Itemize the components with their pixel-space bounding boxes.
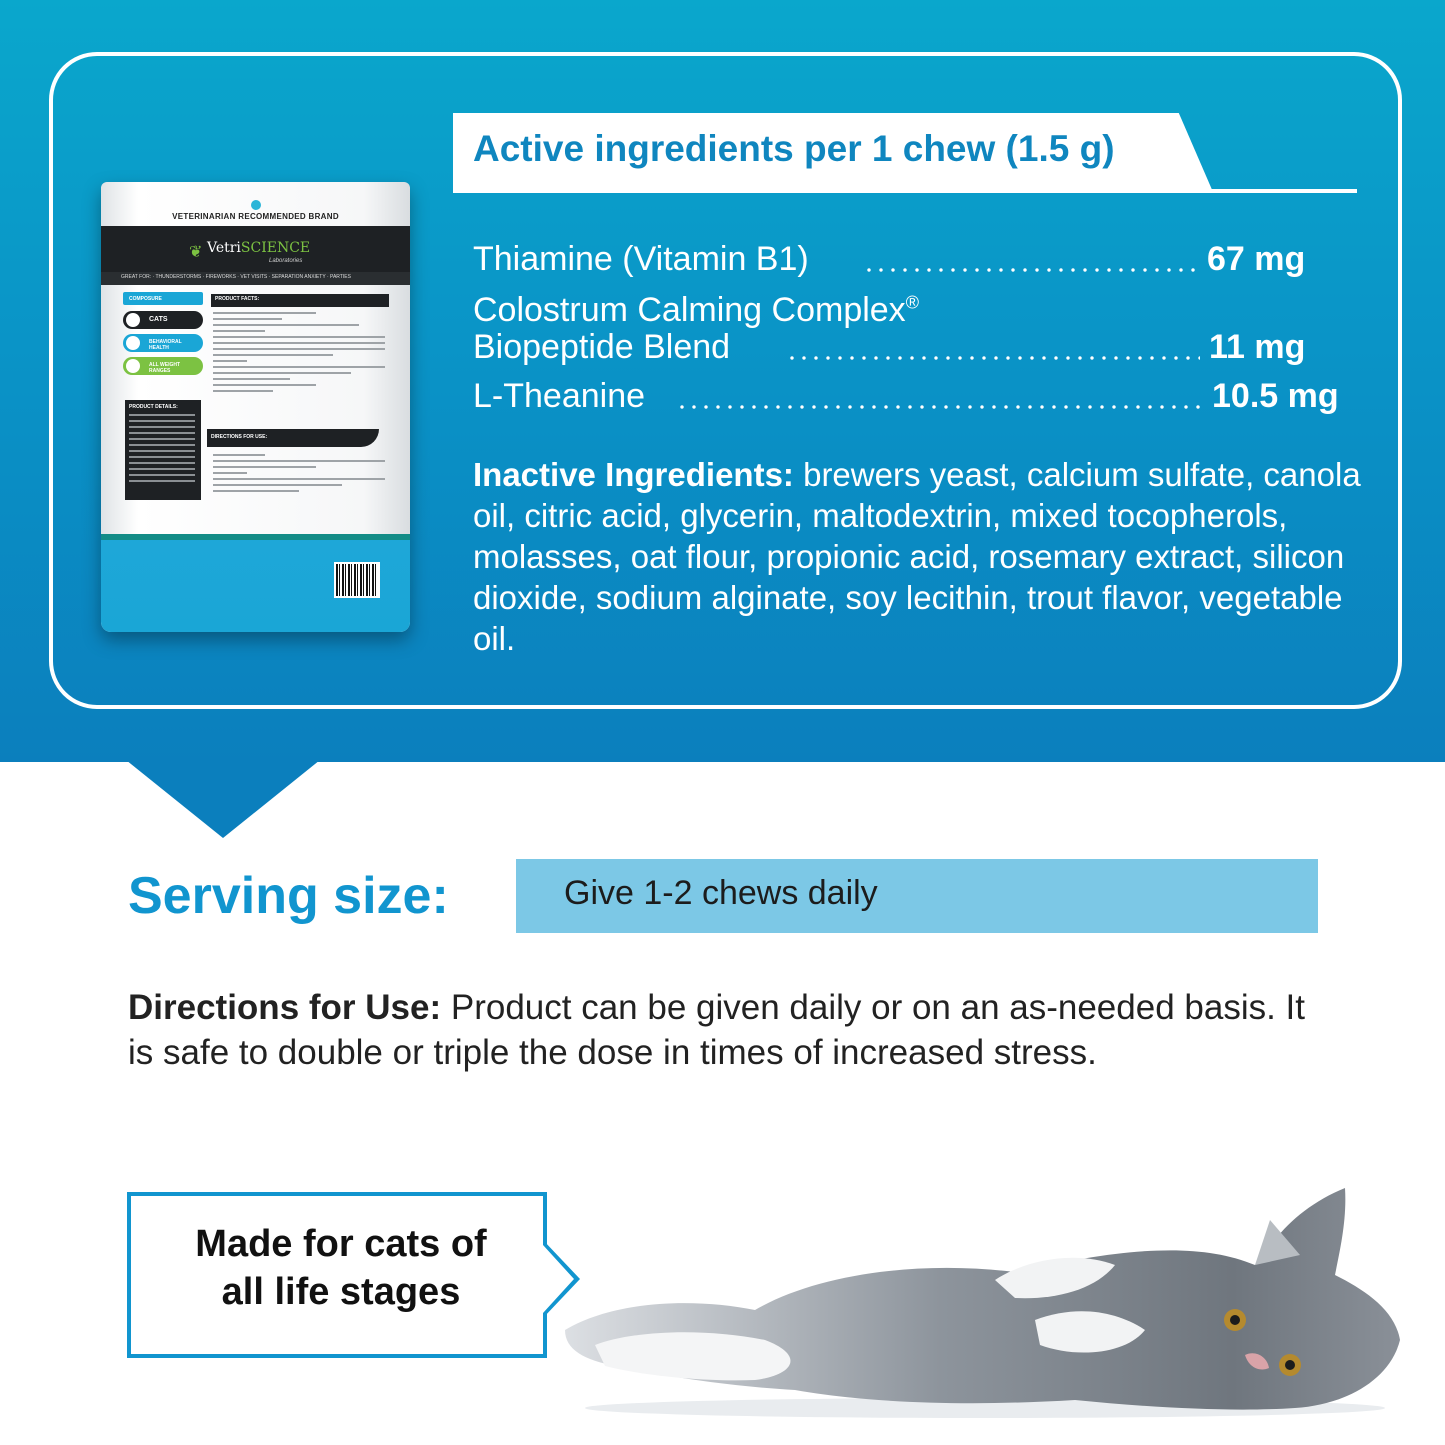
kitten-image bbox=[555, 1180, 1415, 1430]
ingredient-colostrum-name-line1 bbox=[473, 291, 919, 330]
bag-species-badge: CATS bbox=[123, 311, 203, 329]
bag-details-title: PRODUCT DETAILS: bbox=[129, 404, 178, 410]
life-stages-line2: all life stages bbox=[221, 1271, 461, 1313]
bag-facts-lines bbox=[213, 312, 385, 396]
ingredient-colostrum-name: Colostrum Calming Complex bbox=[473, 291, 906, 329]
ingredient-colostrum-leader bbox=[786, 356, 1200, 360]
life-stages-line1: Made for cats of bbox=[195, 1223, 487, 1265]
registered-mark: ® bbox=[905, 292, 919, 313]
bag-details-lines bbox=[129, 414, 195, 486]
bag-recommended-text: VETERINARIAN RECOMMENDED BRAND bbox=[172, 212, 339, 221]
bag-weight-badge: ALL WEIGHT RANGES bbox=[123, 357, 203, 375]
ingredient-colostrum-name-line2: Biopeptide Blend bbox=[473, 328, 731, 366]
active-ingredients-divider bbox=[453, 189, 1357, 193]
bag-directions-title: DIRECTIONS FOR USE: bbox=[211, 434, 268, 440]
directions-for-use bbox=[128, 985, 1308, 1075]
bag-brand-suffix: SCIENCE bbox=[240, 240, 311, 256]
ingredient-thiamine-amount: 67 mg bbox=[1207, 240, 1306, 278]
leaf-icon: ❦ bbox=[189, 244, 203, 261]
directions-text: Product can be given daily or on an as-needed basis. It is safe to double or triple the dose in times of increased stress. bbox=[128, 988, 1305, 1072]
bag-brand-sub: Laboratories bbox=[269, 258, 303, 264]
inactive-ingredients-text: brewers yeast, calcium sulfate, canola oil, citric acid, glycerin, maltodextrin, mixed tocopherols, molasses, oat flour, propionic acid, rosemary extract, silicon dioxide, sodium alginate, soy lecithin, trout flavor, vegetable oil. bbox=[473, 456, 1361, 657]
bag-product-line: COMPOSURE bbox=[123, 292, 203, 305]
inactive-ingredients bbox=[473, 454, 1373, 659]
bag-health-badge: BEHAVIORAL HEALTH bbox=[123, 334, 203, 352]
product-bag-image bbox=[101, 182, 410, 632]
bag-brand-prefix: Vetri bbox=[207, 240, 241, 256]
inactive-ingredients-label: Inactive Ingredients: bbox=[473, 456, 794, 493]
directions-label: Directions for Use: bbox=[128, 988, 442, 1027]
serving-size-label: Serving size: bbox=[128, 867, 449, 925]
bag-brand-logo bbox=[207, 240, 310, 256]
bag-directions-lines bbox=[213, 454, 385, 496]
bag-great-for-text: GREAT FOR: · THUNDERSTORMS · FIREWORKS · VET VISITS · SEPARATION ANXIETY · PARTIES bbox=[121, 274, 351, 280]
life-stages-text bbox=[131, 1220, 551, 1316]
panel-pointer bbox=[126, 760, 320, 838]
serving-size-value: Give 1-2 chews daily bbox=[564, 874, 878, 912]
ingredient-theanine-name: L-Theanine bbox=[473, 377, 646, 415]
kitten-hind-leg bbox=[595, 1332, 790, 1380]
barcode-icon bbox=[334, 562, 380, 598]
ingredient-theanine-amount: 10.5 mg bbox=[1212, 377, 1339, 415]
ingredient-thiamine-name: Thiamine (Vitamin B1) bbox=[473, 240, 809, 278]
active-ingredients-title: Active ingredients per 1 chew (1.5 g) bbox=[473, 128, 1115, 169]
ingredient-thiamine-leader bbox=[863, 268, 1199, 272]
bag-hang-hole bbox=[251, 200, 261, 210]
bag-facts-title: PRODUCT FACTS: bbox=[215, 296, 260, 302]
bag-badges bbox=[123, 292, 203, 380]
ingredient-colostrum-amount: 11 mg bbox=[1209, 328, 1306, 366]
ingredient-theanine-leader bbox=[676, 405, 1204, 409]
